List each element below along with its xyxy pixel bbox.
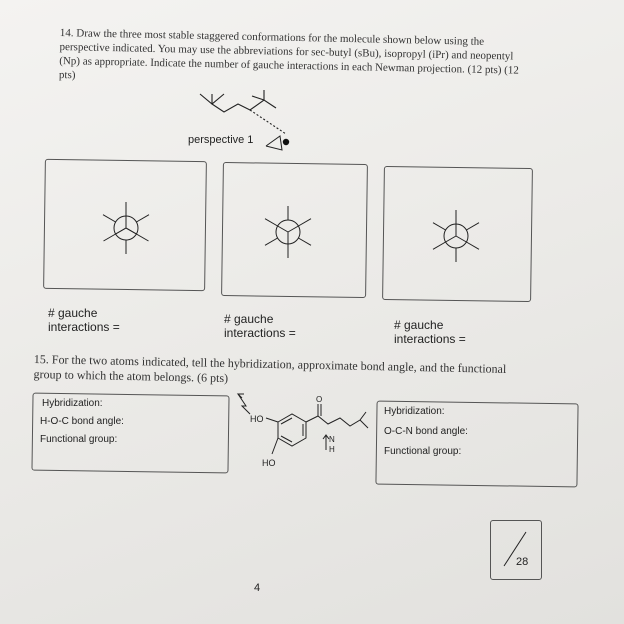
molecule-oxygen: O [316, 395, 323, 404]
question-14-text [59, 26, 520, 92]
perspective-label: perspective 1 [188, 134, 254, 146]
question-15-number: 15. [33, 352, 49, 367]
gauche-label-3-line2: interactions = [394, 332, 466, 346]
molecule-nitrogen: N [329, 435, 335, 444]
molecule-ho-top: HO [250, 414, 264, 424]
eye-icon [262, 128, 302, 156]
gauche-label-1 [48, 306, 120, 334]
gauche-label-1-line1: # gauche [48, 306, 98, 320]
right-angle-label: O-C-N bond angle: [384, 426, 468, 437]
question-15-body: For the two atoms indicated, tell the hybridization, approximate bond angle, and the functional group to which the atom belongs. (6 pts) [33, 352, 507, 386]
newman-projection-2 [256, 200, 320, 264]
question-15-text [33, 352, 534, 392]
newman-projection-3 [424, 204, 488, 268]
gauche-label-3 [394, 318, 466, 346]
question-14-number: 14. [59, 26, 74, 40]
page-number: 4 [254, 582, 261, 594]
left-hybridization-label: Hybridization: [42, 398, 103, 409]
right-group-label: Functional group: [384, 446, 462, 457]
gauche-label-3-line1: # gauche [394, 318, 444, 332]
gauche-label-1-line2: interactions = [48, 320, 120, 334]
question-15-molecule [232, 392, 372, 482]
gauche-label-2 [224, 312, 296, 340]
molecule-ho-bottom: HO [262, 458, 276, 468]
left-angle-label: H-O-C bond angle: [40, 416, 124, 427]
left-group-label: Functional group: [40, 434, 118, 445]
right-hybridization-label: Hybridization: [384, 406, 445, 417]
gauche-label-2-line1: # gauche [224, 312, 274, 326]
molecule-hydrogen: H [329, 445, 335, 454]
question-14-body: Draw the three most stable staggered conformations for the molecule shown below using the perspective indicated. You may use the abbreviations for sec-butyl (sBu), isopropyl (iPr) and neopentyl (Np) as appropriate. Indicate the number of gauche interactions in each Newman projection. (12 pts) (12 pts) [58, 27, 519, 82]
newman-projection-1 [94, 196, 158, 260]
score-value: 28 [516, 556, 529, 568]
gauche-label-2-line2: interactions = [224, 326, 296, 340]
